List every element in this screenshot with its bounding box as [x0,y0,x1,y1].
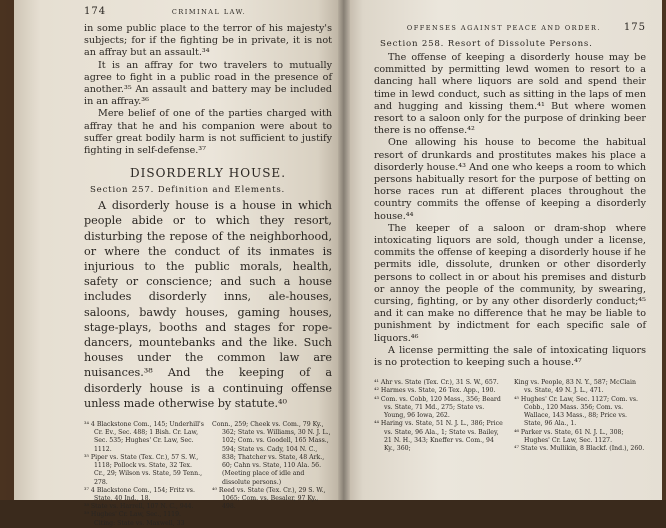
paragraph: Mere belief of one of the parties charged with affray that he and his companion were about to suffer great bodily harm is not sufficient to justify fighting in self-defense.³⁷ [84,108,332,157]
footnote: ³⁴ 4 Blackstone Com., 145; Underhill's Cr. Ev., Sec. 488; 1 Bish. Cr. Law, Sec. 535; Hughes' Cr. Law, Sec. 1112. [84,421,204,453]
paragraph: A license permitting the sale of intoxicating liquors is no protection to keeping such a house.⁴⁷ [374,344,646,369]
page-number: 174 [84,6,107,17]
section-heading: Section 258. Resort of Dissolute Persons. [380,39,593,49]
footnote: ⁴⁰ Reed vs. State (Tex. Cr.), 29 S. W., 1065; Com. vs. Besaler, 97 Ky., 498. [212,486,326,511]
right-page [344,0,662,500]
footnote: ³⁹ Hughes' Cr. Law, Sec., 1119. Citing: State vs. Maxwell, 33 [84,511,185,527]
paragraph: One allowing his house to become the habitual resort of drunkards and prostitutes makes his place a disorderly house.⁴³ And one who keeps a room to which persons habitually resort for the purpose of betting on horse races run at different places throughout the country commits the offense of keeping a disorderly house.⁴⁴ [374,137,646,222]
footnote-column [84,421,204,528]
running-head: OFFENSES AGAINST PEACE AND ORDER. [406,24,601,32]
footnote: ⁴⁵ Hughes' Cr. Law, Sec. 1127; Com. vs. Cobb., 120 Mass. 356; Com. vs. Wallace, 143 Mass., 88; Price vs. State, 96 Ala., 1. [514,395,638,428]
left-page-header [84,6,332,17]
right-page-header [374,22,646,33]
left-page-text [84,6,332,528]
left-page [14,0,344,527]
footnote: ³⁸ State vs. Harrell, 107 N. C., 944. [84,503,194,511]
page-number: 175 [623,22,646,33]
paragraph: The keeper of a saloon or dram-shop where intoxicating liquors are sold, though under a license, commits the offense of keeping a disorderly house if he permits idle, dissolute, drunken or other disorderly persons to collect in or about his premises and disturb or annoy the people of the community, by swearing, cursing, fighting, or by any other disorderly conduct;⁴⁵ and it can make no difference that he may be liable to punishment by indictment for each specific sale of liquors.⁴⁶ [374,222,646,344]
footnote: ⁴⁶ Parker vs. State, 61 N. J. L., 308; Hughes' Cr. Law, Sec. 1127. [514,428,624,444]
footnotes [374,379,646,453]
footnote-column [374,379,506,453]
footnote: ⁴³ Com. vs. Cobb, 120 Mass., 356; Beard vs. State, 71 Md., 275; State vs. Young, 96 Iowa, 262. [374,395,501,420]
book-gutter [338,0,350,500]
footnote: King vs. People, 83 N. Y., 587; McClain vs. State, 49 N. J. L., 471. [514,379,636,395]
main-paragraph: A disorderly house is a house in which people abide or to which they resort, disturbing the repose of the neighborhood, or where the conduct of its inmates is injurious to the public morals, health, safety or conscience; and such a house includes disorderly inns, ale-houses, saloons, bawdy houses, gaming houses, stage-plays, booths and stages for rope-dancers, mountebanks and the like. Such houses under the common law are nuisances.³⁸ And the keeping of a disorderly house is a continuing offense unless made otherwise by statute.⁴⁰ [84,199,332,410]
footnote: ⁴² Harmes vs. State, 26 Tex. App., 190. [374,387,496,395]
footnote: ³⁷ 4 Blackstone Com., 154; Fritz vs. State, 40 Ind., 18. [84,486,195,502]
footnote: Conn., 259; Cheek vs. Com., 79 Ky., 362; State vs. Williams, 30 N. J. L., 102; Com. vs. Goodell, 165 Mass., 594; State vs. Cady, 104 N. C., 838; Thatcher vs. State, 48 Ark., 60; Cahn vs. State, 110 Ala. 56. (Meeting place of idle and dissolute persons.) [212,421,331,486]
right-page-text [374,22,646,453]
paragraph: in some public place to the terror of his majesty's subjects; for if the fighting be in private, it is not an affray but an assault.³⁴ [84,23,332,59]
footnotes [84,421,332,528]
running-head: CRIMINAL LAW. [171,8,247,16]
footnote: ⁴⁴ Haring vs. State, 51 N. J. L., 386; Price vs. State, 96 Ala., 1; State vs. Bailey, 21 N. H., 343; Kneffer vs. Com., 94 Ky., 360; [374,420,503,452]
paragraph: It is an affray for two travelers to mutually agree to fight in a public road in the presence of another.³⁵ An assault and battery may be included in an affray.³⁶ [84,59,332,108]
footnote-column [514,379,646,453]
footnote-column [212,421,332,528]
footnote: ⁴⁷ State vs. Mullikin, 8 Blackf. (Ind.), 260. [514,444,645,452]
footnote: ⁴¹ Ahr vs. State (Tex. Cr.), 31 S. W., 657. [374,379,499,387]
paragraph: The offense of keeping a disorderly house may be committed by permitting lewd women to resort to a dancing hall where liquors are sold and spend their time in lewd conduct, such as sitting in the laps of men and hugging and kissing them.⁴¹ But where women resort to a saloon only for the purpose of drinking beer there is no offense.⁴² [374,52,646,137]
section-heading: Section 257. Definition and Elements. [90,185,286,196]
chapter-heading: DISORDERLY HOUSE. [129,166,287,181]
footnote: ³⁵ Piper vs. State (Tex. Cr.), 57 S. W., 1118; Pollock vs. State, 32 Tex. Cr., 29; Wilson vs. State, 59 Tenn., 278. [84,453,203,486]
